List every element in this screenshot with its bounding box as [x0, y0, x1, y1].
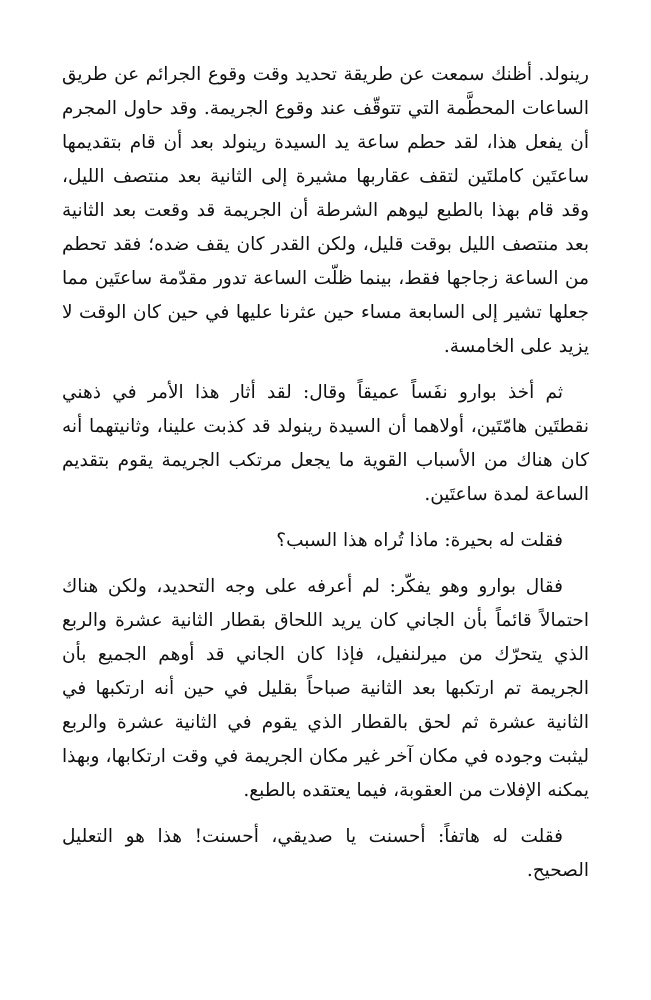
- paragraph-1: رينولد. أظنك سمعت عن طريقة تحديد وقت وقوع الجرائم عن طريق الساعات المحطَّمة التي تتوقّف عند وقوع الجريمة. وقد حاول المجرم أن يفعل هذا، لقد حطم ساعة يد السيدة رينولد بعد أن قام بتقديمها ساعتَين كاملتَين لتقف عقاربها مشيرة إلى الثانية بعد منتصف الليل، وقد قام بهذا بالطبع ليوهم الشرطة أن الجريمة قد وقعت بعد الثانية بعد منتصف الليل بوقت قليل، ولكن القدر كان يقف ضده؛ فقد تحطم من الساعة زجاجها فقط، بينما ظلّت الساعة تدور مقدّمة ساعتَين مما جعلها تشير إلى السابعة مساء حين عثرنا عليها في حين كان الوقت لا يزيد على الخامسة.: [62, 64, 589, 357]
- paragraph-5: فقلت له هاتفاً: أحسنت يا صديقي، أحسنت! هذا هو التعليل الصحيح.: [62, 826, 589, 881]
- paragraph-4: فقال بوارو وهو يفكّر: لم أعرفه على وجه التحديد، ولكن هناك احتمالاً قائماً بأن الجاني كان يريد اللحاق بقطار الثانية عشرة والربع الذي يتحرّك من ميرلنفيل، فإذا كان الجاني قد أوهم الجميع بأن الجريمة تم ارتكبها بعد الثانية صباحاً بقليل في حين أنه ارتكبها في الثانية عشرة ثم لحق بالقطار الذي يقوم في الثانية عشرة والربع ليثبت وجوده في مكان آخر غير مكان الجريمة في وقت ارتكابها، وبهذا يمكنه الإفلات من العقوبة، فيما يعتقده بالطبع.: [62, 576, 589, 801]
- paragraph-3: فقلت له بحيرة: ماذا تُراه هذا السبب؟: [276, 530, 563, 551]
- book-page: [62, 58, 589, 900]
- paragraph-2: ثم أخذ بوارو نفَساً عميقاً وقال: لقد أثار هذا الأمر في ذهني نقطتَين هامّتَين، أولاهما أن السيدة رينولد قد كذبت علينا، وثانيتهما أنه كان هناك من الأسباب القوية ما يجعل مرتكب الجريمة يقوم بتقديم الساعة لمدة ساعتَين.: [62, 382, 589, 505]
